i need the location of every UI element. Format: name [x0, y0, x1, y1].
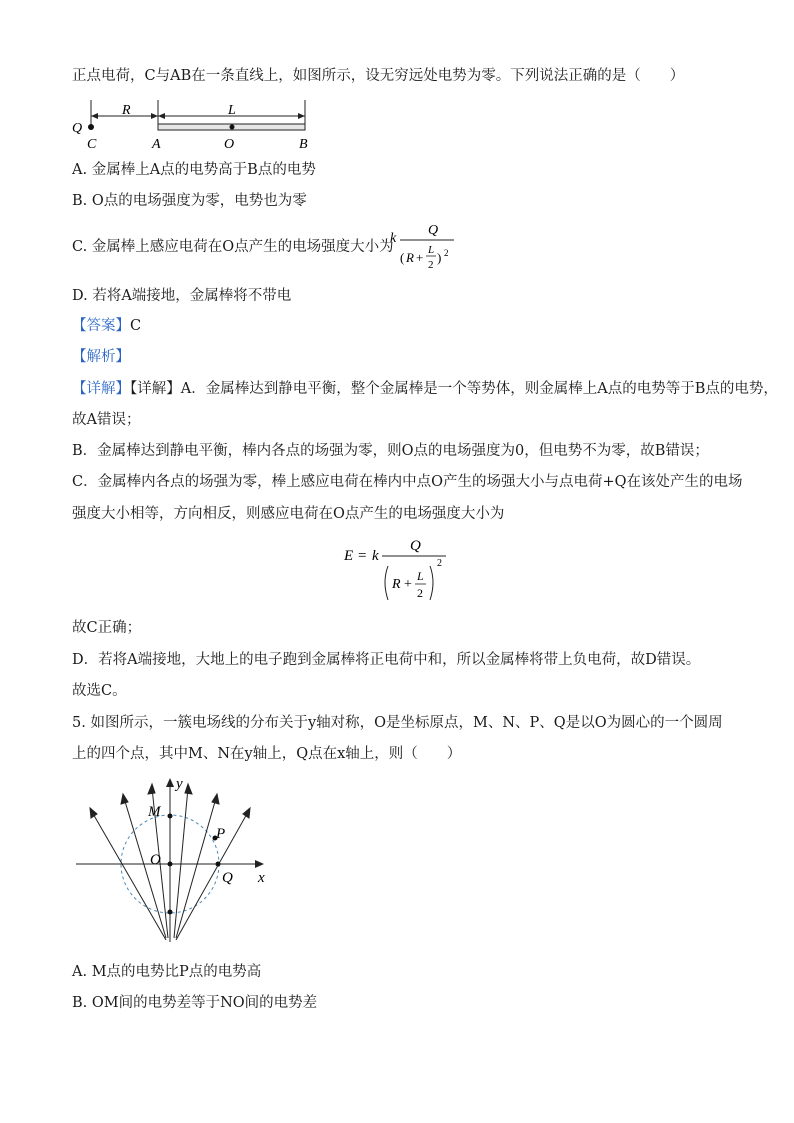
q5-option-a: A. M点的电势比P点的电势高 [72, 964, 262, 980]
choose-line: 故选C。 [72, 683, 127, 699]
svg-text:M: M [148, 804, 161, 820]
label-R: R [122, 103, 131, 118]
label-L: L [228, 103, 236, 118]
svg-text:y: y [176, 776, 183, 792]
svg-text:P: P [216, 826, 226, 842]
svg-text:+: + [416, 250, 424, 265]
svg-text:k: k [390, 231, 397, 246]
svg-text:k: k [372, 548, 379, 564]
svg-text:O: O [150, 852, 161, 868]
field-lines-figure [72, 772, 272, 948]
charge-rod-figure [70, 96, 320, 152]
detail-a-cont: 故A错误； [72, 412, 141, 428]
detail-c: C．金属棒内各点的场强为零，棒上感应电荷在棒内中点O产生的场强大小与点电荷+Q在该处产生的电场 [72, 474, 743, 490]
svg-text:2: 2 [444, 248, 449, 258]
c-correct: 故C正确； [72, 620, 142, 636]
analysis-tag: 【解析】 [72, 349, 130, 365]
detail-c-cont: 强度大小相等，方向相反，则感应电荷在O点产生的电场强度大小为 [72, 506, 505, 522]
svg-text:(: ( [400, 250, 405, 265]
svg-text:2: 2 [428, 259, 434, 271]
svg-text:=: = [358, 548, 367, 564]
label-Q: Q [72, 121, 83, 136]
svg-text:E: E [344, 548, 354, 564]
svg-text:Q: Q [410, 538, 421, 554]
svg-text:2: 2 [437, 558, 442, 569]
label-C: C [87, 137, 97, 152]
svg-text:2: 2 [417, 586, 423, 600]
detail-d: D．若将A端接地，大地上的电子跑到金属棒将正电荷中和，所以金属棒将带上负电荷，故D错误。 [72, 652, 701, 668]
option-c-formula [390, 216, 470, 276]
detail-a: 【详解】【详解】A．金属棒达到静电平衡，整个金属棒是一个等势体，则金属棒上A点的电势等于B点的电势， [72, 381, 778, 397]
label-B: B [299, 137, 308, 152]
svg-text:Q: Q [428, 223, 439, 238]
q5-option-b: B. OM间的电势差等于NO间的电势差 [72, 995, 318, 1011]
q5-line1: 5. 如图所示，一簇电场线的分布关于y轴对称，O是坐标原点，M、N、P、Q是以O为圆心的一个圆周 [72, 715, 723, 731]
label-A: A [152, 137, 161, 152]
label-O: O [224, 137, 235, 152]
svg-text:R: R [406, 250, 414, 265]
svg-text:L: L [417, 569, 424, 583]
svg-text:+: + [404, 577, 412, 592]
question-intro: 正点电荷，C与AB在一条直线上，如图所示，设无穷远处电势为零。下列说法正确的是（ ） [72, 68, 685, 84]
q5-line2: 上的四个点，其中M、N在y轴上，Q点在x轴上，则（ ） [72, 746, 462, 762]
detail-b: B．金属棒达到静电平衡，棒内各点的场强为零，则O点的电场强度为0，但电势不为零，故B错误； [72, 443, 709, 459]
answer-line [72, 316, 141, 336]
svg-text:R: R [392, 577, 401, 592]
option-a: A. 金属棒上A点的电势高于B点的电势 [72, 162, 316, 178]
answer-value: C [130, 318, 142, 334]
option-c: C. 金属棒上感应电荷在O点产生的电场强度大小为 [72, 239, 394, 255]
svg-text:L: L [428, 244, 435, 256]
svg-text:x: x [258, 870, 265, 886]
detail-a-text: 【详解】A．金属棒达到静电平衡，整个金属棒是一个等势体，则金属棒上A点的电势等于B点的电势， [130, 381, 778, 397]
svg-text:): ) [437, 250, 442, 265]
answer-tag: 【答案】 [72, 318, 130, 334]
svg-text:Q: Q [222, 870, 233, 886]
option-b: B. O点的电场强度为零，电势也为零 [72, 193, 307, 209]
option-d: D. 若将A端接地，金属棒将不带电 [72, 288, 292, 304]
display-formula [342, 534, 452, 606]
